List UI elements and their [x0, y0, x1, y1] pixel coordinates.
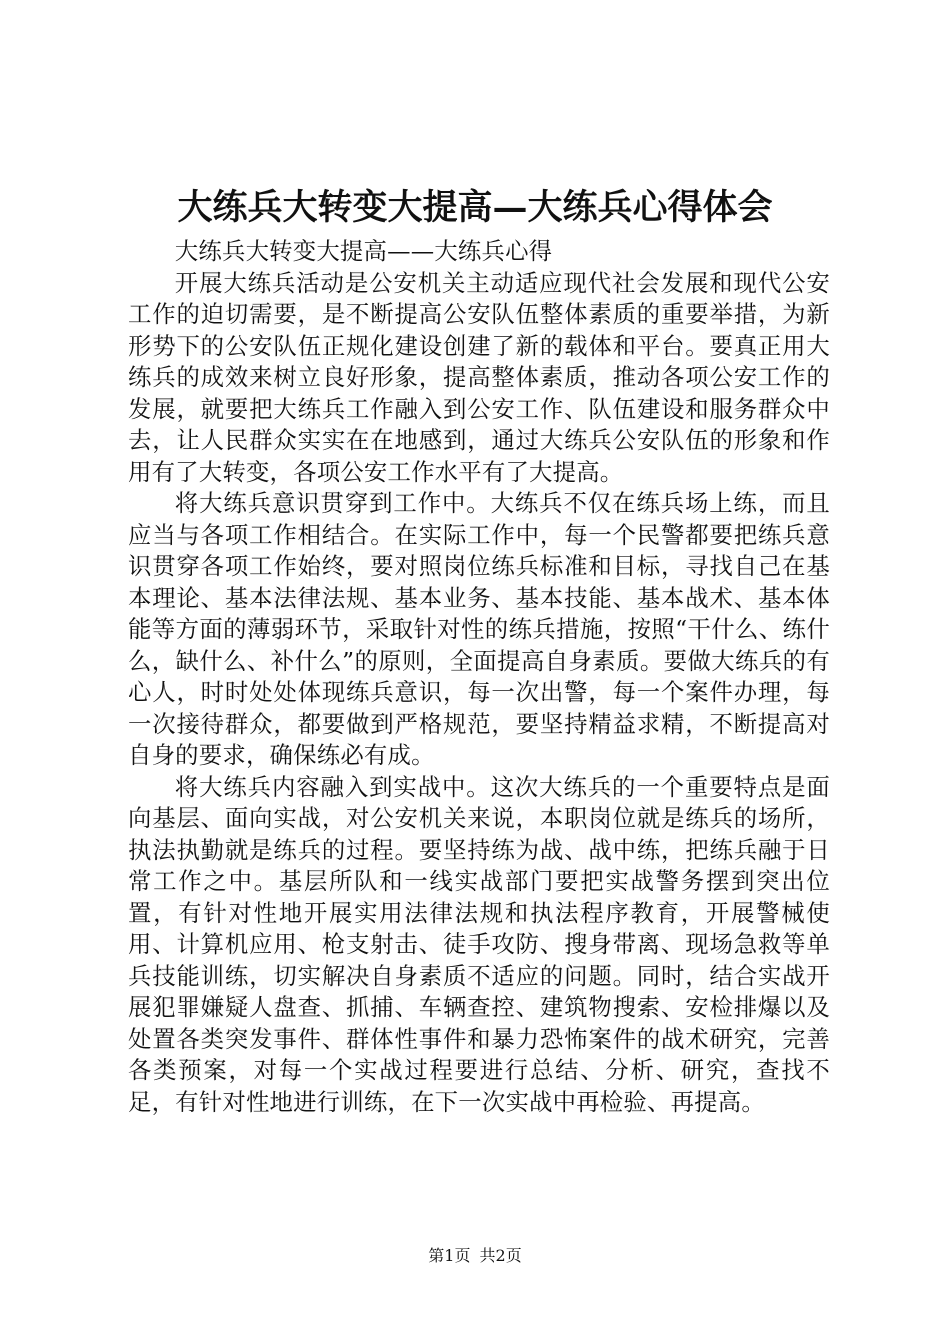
document-body	[128, 236, 830, 1118]
document-title: 大练兵大转变大提高—大练兵心得体会	[177, 187, 773, 228]
page-number: 第1页	[428, 1246, 471, 1265]
page-total: 共2页	[479, 1246, 522, 1265]
document-subtitle: 大练兵大转变大提高——大练兵心得	[174, 237, 553, 265]
paragraph: 将大练兵意识贯穿到工作中。大练兵不仅在练兵场上练，而且应当与各项工作相结合。在实际工作中，每一个民警都要把练兵意识贯穿各项工作始终，要对照岗位练兵标准和目标，寻找自己在基本理论、基本法律法规、基本业务、基本技能、基本战术、基本体能等方面的薄弱环节，采取针对性的练兵措施，按照“干什么、练什么，缺什么、补什么”的原则，全面提高自身素质。要做大练兵的有心人，时时处处体现练兵意识，每一次出警，每一个案件办理，每一次接待群众，都要做到严格规范，要坚持精益求精，不断提高对自身的要求，确保练必有成。	[128, 489, 830, 769]
paragraph: 将大练兵内容融入到实战中。这次大练兵的一个重要特点是面向基层、面向实战，对公安机关来说，本职岗位就是练兵的场所，执法执勤就是练兵的过程。要坚持练为战、战中练，把练兵融于日常工作之中。基层所队和一线实战部门要把实战警务摆到突出位置，有针对性地开展实用法律法规和执法程序教育，开展警械使用、计算机应用、枪支射击、徒手攻防、搜身带离、现场急救等单兵技能训练，切实解决自身素质不适应的问题。同时，结合实战开展犯罪嫌疑人盘查、抓捕、车辆查控、建筑物搜索、安检排爆以及处置各类突发事件、群体性事件和暴力恐怖案件的战术研究，完善各类预案，对每一个实战过程要进行总结、分析、研究，查找不足，有针对性地进行训练，在下一次实战中再检验、再提高。	[128, 772, 830, 1116]
page-footer	[0, 1244, 950, 1268]
paragraph: 开展大练兵活动是公安机关主动适应现代社会发展和现代公安工作的迫切需要，是不断提高公安队伍整体素质的重要举措，为新形势下的公安队伍正规化建设创建了新的载体和平台。要真正用大练兵的成效来树立良好形象，提高整体素质，推动各项公安工作的发展，就要把大练兵工作融入到公安工作、队伍建设和服务群众中去，让人民群众实实在在地感到，通过大练兵公安队伍的形象和作用有了大转变，各项公安工作水平有了大提高。	[128, 268, 830, 486]
